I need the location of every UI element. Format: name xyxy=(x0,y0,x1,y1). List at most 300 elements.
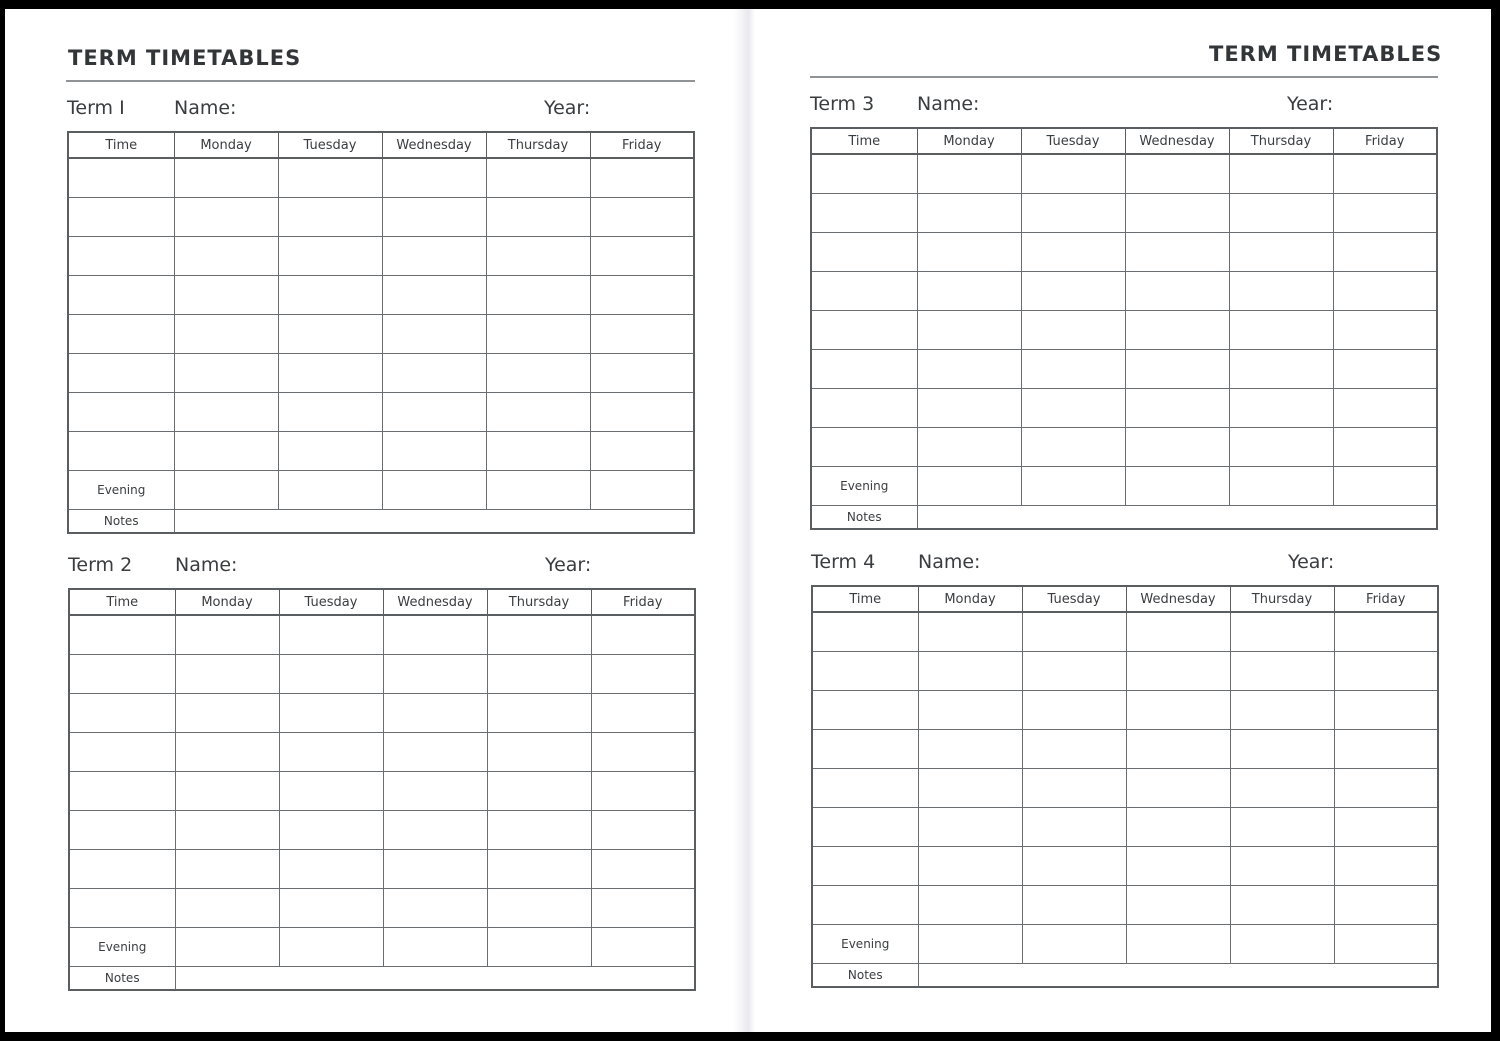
friday-cell[interactable] xyxy=(1333,272,1437,311)
period-row xyxy=(812,691,1438,730)
thursday-cell[interactable] xyxy=(486,315,590,354)
thursday-cell[interactable] xyxy=(486,276,590,315)
monday-cell[interactable] xyxy=(918,691,1022,730)
time-cell[interactable] xyxy=(68,393,174,432)
wednesday-cell[interactable] xyxy=(1125,350,1229,389)
thursday-cell[interactable] xyxy=(1230,925,1334,964)
col-wednesday: Wednesday xyxy=(383,589,487,615)
thursday-cell[interactable] xyxy=(1230,730,1334,769)
thursday-cell[interactable] xyxy=(1229,154,1333,194)
time-cell[interactable] xyxy=(69,694,175,733)
thursday-cell[interactable] xyxy=(486,198,590,237)
timetable-grid xyxy=(811,585,1439,988)
time-cell[interactable] xyxy=(68,315,174,354)
col-monday: Monday xyxy=(918,586,1022,612)
tuesday-cell[interactable] xyxy=(278,315,382,354)
friday-cell[interactable] xyxy=(1334,847,1438,886)
wednesday-cell[interactable] xyxy=(1125,467,1229,506)
friday-cell[interactable] xyxy=(1333,467,1437,506)
time-cell[interactable] xyxy=(68,237,174,276)
header-row xyxy=(811,128,1437,154)
period-row xyxy=(811,154,1437,194)
notes-field[interactable] xyxy=(917,506,1437,530)
tuesday-cell[interactable] xyxy=(279,811,383,850)
period-row xyxy=(68,432,694,471)
monday-cell[interactable] xyxy=(175,811,279,850)
monday-cell[interactable] xyxy=(917,428,1021,467)
thursday-cell[interactable] xyxy=(486,237,590,276)
tuesday-cell[interactable] xyxy=(278,354,382,393)
monday-cell[interactable] xyxy=(917,311,1021,350)
time-cell[interactable] xyxy=(812,808,918,847)
tuesday-cell[interactable] xyxy=(1022,847,1126,886)
evening-label: Evening xyxy=(68,471,174,510)
thursday-cell[interactable] xyxy=(1229,272,1333,311)
friday-cell[interactable] xyxy=(1334,808,1438,847)
monday-cell[interactable] xyxy=(175,772,279,811)
time-cell[interactable] xyxy=(811,272,917,311)
time-cell[interactable] xyxy=(812,847,918,886)
wednesday-cell[interactable] xyxy=(383,928,487,967)
monday-cell[interactable] xyxy=(175,655,279,694)
monday-cell[interactable] xyxy=(174,354,278,393)
thursday-cell[interactable] xyxy=(1229,389,1333,428)
period-row xyxy=(69,694,695,733)
wednesday-cell[interactable] xyxy=(1125,428,1229,467)
period-row xyxy=(68,158,694,198)
friday-cell[interactable] xyxy=(1333,194,1437,233)
tuesday-cell[interactable] xyxy=(278,237,382,276)
monday-cell[interactable] xyxy=(918,652,1022,691)
friday-cell[interactable] xyxy=(590,393,694,432)
time-cell[interactable] xyxy=(811,233,917,272)
term-3-timetable xyxy=(810,83,1438,524)
thursday-cell[interactable] xyxy=(1230,886,1334,925)
monday-cell[interactable] xyxy=(174,393,278,432)
wednesday-cell[interactable] xyxy=(382,198,486,237)
col-thursday: Thursday xyxy=(1229,128,1333,154)
wednesday-cell[interactable] xyxy=(383,733,487,772)
year-label: Year: xyxy=(545,554,592,576)
friday-cell[interactable] xyxy=(590,432,694,471)
friday-cell[interactable] xyxy=(590,471,694,510)
time-cell[interactable] xyxy=(811,350,917,389)
period-row xyxy=(811,350,1437,389)
term-label: Term I xyxy=(67,97,125,119)
tuesday-cell[interactable] xyxy=(279,889,383,928)
time-cell[interactable] xyxy=(812,730,918,769)
monday-cell[interactable] xyxy=(174,315,278,354)
friday-cell[interactable] xyxy=(1333,233,1437,272)
period-row xyxy=(68,237,694,276)
thursday-cell[interactable] xyxy=(487,733,591,772)
monday-cell[interactable] xyxy=(918,847,1022,886)
wednesday-cell[interactable] xyxy=(1126,886,1230,925)
monday-cell[interactable] xyxy=(917,233,1021,272)
friday-cell[interactable] xyxy=(590,315,694,354)
notes-row xyxy=(68,510,694,534)
thursday-cell[interactable] xyxy=(1229,233,1333,272)
period-row xyxy=(69,889,695,928)
right-title-rule xyxy=(810,76,1438,78)
monday-cell[interactable] xyxy=(174,158,278,198)
period-row xyxy=(812,652,1438,691)
term-header xyxy=(810,83,1438,127)
monday-cell[interactable] xyxy=(918,612,1022,652)
wednesday-cell[interactable] xyxy=(1126,925,1230,964)
col-time: Time xyxy=(811,128,917,154)
period-row xyxy=(69,850,695,889)
wednesday-cell[interactable] xyxy=(383,850,487,889)
time-cell[interactable] xyxy=(811,194,917,233)
tuesday-cell[interactable] xyxy=(278,198,382,237)
col-thursday: Thursday xyxy=(487,589,591,615)
thursday-cell[interactable] xyxy=(487,928,591,967)
time-cell[interactable] xyxy=(68,198,174,237)
notes-field[interactable] xyxy=(174,510,694,534)
period-row xyxy=(68,354,694,393)
time-cell[interactable] xyxy=(812,886,918,925)
evening-label: Evening xyxy=(812,925,918,964)
notes-label: Notes xyxy=(812,964,918,988)
wednesday-cell[interactable] xyxy=(1125,233,1229,272)
monday-cell[interactable] xyxy=(174,276,278,315)
thursday-cell[interactable] xyxy=(487,811,591,850)
thursday-cell[interactable] xyxy=(486,393,590,432)
tuesday-cell[interactable] xyxy=(1021,311,1125,350)
tuesday-cell[interactable] xyxy=(279,733,383,772)
time-cell[interactable] xyxy=(69,889,175,928)
tuesday-cell[interactable] xyxy=(278,432,382,471)
time-cell[interactable] xyxy=(812,769,918,808)
time-cell[interactable] xyxy=(811,154,917,194)
col-thursday: Thursday xyxy=(1230,586,1334,612)
wednesday-cell[interactable] xyxy=(1126,691,1230,730)
monday-cell[interactable] xyxy=(917,154,1021,194)
tuesday-cell[interactable] xyxy=(1022,808,1126,847)
thursday-cell[interactable] xyxy=(1229,467,1333,506)
monday-cell[interactable] xyxy=(174,432,278,471)
thursday-cell[interactable] xyxy=(486,158,590,198)
name-label: Name: xyxy=(175,554,238,576)
tuesday-cell[interactable] xyxy=(278,393,382,432)
thursday-cell[interactable] xyxy=(1230,847,1334,886)
notes-field[interactable] xyxy=(918,964,1438,988)
time-cell[interactable] xyxy=(811,428,917,467)
thursday-cell[interactable] xyxy=(1229,428,1333,467)
thursday-cell[interactable] xyxy=(486,432,590,471)
left-page-title: TERM TIMETABLES xyxy=(68,46,302,70)
thursday-cell[interactable] xyxy=(1229,350,1333,389)
term-header xyxy=(811,541,1439,585)
time-cell[interactable] xyxy=(69,615,175,655)
thursday-cell[interactable] xyxy=(487,850,591,889)
friday-cell[interactable] xyxy=(1333,389,1437,428)
time-cell[interactable] xyxy=(69,850,175,889)
thursday-cell[interactable] xyxy=(487,615,591,655)
tuesday-cell[interactable] xyxy=(1022,691,1126,730)
tuesday-cell[interactable] xyxy=(1022,612,1126,652)
tuesday-cell[interactable] xyxy=(1022,730,1126,769)
time-cell[interactable] xyxy=(69,811,175,850)
friday-cell[interactable] xyxy=(590,276,694,315)
wednesday-cell[interactable] xyxy=(1126,652,1230,691)
evening-label: Evening xyxy=(811,467,917,506)
header-row xyxy=(812,586,1438,612)
friday-cell[interactable] xyxy=(591,928,695,967)
time-cell[interactable] xyxy=(69,772,175,811)
monday-cell[interactable] xyxy=(918,769,1022,808)
friday-cell[interactable] xyxy=(1333,350,1437,389)
wednesday-cell[interactable] xyxy=(1125,389,1229,428)
wednesday-cell[interactable] xyxy=(382,354,486,393)
thursday-cell[interactable] xyxy=(487,655,591,694)
wednesday-cell[interactable] xyxy=(382,158,486,198)
col-friday: Friday xyxy=(1333,128,1437,154)
col-time: Time xyxy=(68,132,174,158)
time-cell[interactable] xyxy=(811,311,917,350)
wednesday-cell[interactable] xyxy=(383,811,487,850)
thursday-cell[interactable] xyxy=(487,694,591,733)
tuesday-cell[interactable] xyxy=(279,928,383,967)
timetable-grid xyxy=(68,588,696,991)
term-2-timetable xyxy=(68,544,696,985)
monday-cell[interactable] xyxy=(174,237,278,276)
wednesday-cell[interactable] xyxy=(382,276,486,315)
friday-cell[interactable] xyxy=(591,694,695,733)
wednesday-cell[interactable] xyxy=(1125,272,1229,311)
tuesday-cell[interactable] xyxy=(1021,467,1125,506)
time-cell[interactable] xyxy=(812,612,918,652)
tuesday-cell[interactable] xyxy=(1022,925,1126,964)
period-row xyxy=(69,772,695,811)
friday-cell[interactable] xyxy=(1334,769,1438,808)
friday-cell[interactable] xyxy=(1334,730,1438,769)
monday-cell[interactable] xyxy=(918,730,1022,769)
monday-cell[interactable] xyxy=(175,733,279,772)
notes-label: Notes xyxy=(68,510,174,534)
friday-cell[interactable] xyxy=(1333,311,1437,350)
term-header xyxy=(67,87,695,131)
term-1-timetable xyxy=(67,87,695,528)
thursday-cell[interactable] xyxy=(1230,612,1334,652)
tuesday-cell[interactable] xyxy=(1021,428,1125,467)
wednesday-cell[interactable] xyxy=(383,655,487,694)
name-label: Name: xyxy=(917,93,980,115)
tuesday-cell[interactable] xyxy=(1021,194,1125,233)
friday-cell[interactable] xyxy=(591,615,695,655)
col-wednesday: Wednesday xyxy=(1125,128,1229,154)
time-cell[interactable] xyxy=(68,158,174,198)
term-label: Term 3 xyxy=(810,93,875,115)
thursday-cell[interactable] xyxy=(486,354,590,393)
col-tuesday: Tuesday xyxy=(278,132,382,158)
timetable-grid xyxy=(67,131,695,534)
wednesday-cell[interactable] xyxy=(382,471,486,510)
time-cell[interactable] xyxy=(69,733,175,772)
period-row xyxy=(811,428,1437,467)
time-cell[interactable] xyxy=(812,691,918,730)
time-cell[interactable] xyxy=(69,655,175,694)
period-row xyxy=(812,612,1438,652)
period-row xyxy=(811,194,1437,233)
time-cell[interactable] xyxy=(812,652,918,691)
wednesday-cell[interactable] xyxy=(1126,769,1230,808)
friday-cell[interactable] xyxy=(1334,612,1438,652)
name-label: Name: xyxy=(918,551,981,573)
wednesday-cell[interactable] xyxy=(382,315,486,354)
thursday-cell[interactable] xyxy=(487,889,591,928)
period-row xyxy=(812,847,1438,886)
wednesday-cell[interactable] xyxy=(382,393,486,432)
tuesday-cell[interactable] xyxy=(278,471,382,510)
time-cell[interactable] xyxy=(811,389,917,428)
period-row xyxy=(812,886,1438,925)
tuesday-cell[interactable] xyxy=(1022,769,1126,808)
period-row xyxy=(69,811,695,850)
monday-cell[interactable] xyxy=(917,467,1021,506)
friday-cell[interactable] xyxy=(1334,691,1438,730)
col-time: Time xyxy=(69,589,175,615)
friday-cell[interactable] xyxy=(591,811,695,850)
timetable-grid xyxy=(810,127,1438,530)
period-row xyxy=(68,198,694,237)
notes-label: Notes xyxy=(811,506,917,530)
header-row xyxy=(68,132,694,158)
thursday-cell[interactable] xyxy=(1230,652,1334,691)
monday-cell[interactable] xyxy=(917,389,1021,428)
period-row xyxy=(69,655,695,694)
notes-field[interactable] xyxy=(175,967,695,991)
monday-cell[interactable] xyxy=(175,694,279,733)
tuesday-cell[interactable] xyxy=(1021,154,1125,194)
friday-cell[interactable] xyxy=(1333,154,1437,194)
monday-cell[interactable] xyxy=(917,272,1021,311)
term-4-timetable xyxy=(811,541,1439,982)
friday-cell[interactable] xyxy=(591,655,695,694)
tuesday-cell[interactable] xyxy=(278,276,382,315)
wednesday-cell[interactable] xyxy=(383,772,487,811)
friday-cell[interactable] xyxy=(1333,428,1437,467)
period-row xyxy=(811,272,1437,311)
col-tuesday: Tuesday xyxy=(279,589,383,615)
thursday-cell[interactable] xyxy=(1229,311,1333,350)
monday-cell[interactable] xyxy=(918,808,1022,847)
wednesday-cell[interactable] xyxy=(383,889,487,928)
period-row xyxy=(812,730,1438,769)
monday-cell[interactable] xyxy=(918,925,1022,964)
friday-cell[interactable] xyxy=(1334,652,1438,691)
friday-cell[interactable] xyxy=(591,772,695,811)
friday-cell[interactable] xyxy=(591,733,695,772)
wednesday-cell[interactable] xyxy=(1125,194,1229,233)
wednesday-cell[interactable] xyxy=(1126,612,1230,652)
tuesday-cell[interactable] xyxy=(279,655,383,694)
wednesday-cell[interactable] xyxy=(1126,730,1230,769)
col-monday: Monday xyxy=(174,132,278,158)
friday-cell[interactable] xyxy=(1334,925,1438,964)
evening-label: Evening xyxy=(69,928,175,967)
friday-cell[interactable] xyxy=(590,198,694,237)
friday-cell[interactable] xyxy=(591,889,695,928)
col-time: Time xyxy=(812,586,918,612)
friday-cell[interactable] xyxy=(590,158,694,198)
monday-cell[interactable] xyxy=(175,850,279,889)
wednesday-cell[interactable] xyxy=(383,615,487,655)
wednesday-cell[interactable] xyxy=(383,694,487,733)
tuesday-cell[interactable] xyxy=(278,158,382,198)
tuesday-cell[interactable] xyxy=(1021,233,1125,272)
period-row xyxy=(68,315,694,354)
year-label: Year: xyxy=(1287,93,1334,115)
friday-cell[interactable] xyxy=(590,237,694,276)
wednesday-cell[interactable] xyxy=(1125,154,1229,194)
tuesday-cell[interactable] xyxy=(279,772,383,811)
year-label: Year: xyxy=(544,97,591,119)
book-spine xyxy=(733,9,755,1032)
evening-row xyxy=(69,928,695,967)
col-friday: Friday xyxy=(590,132,694,158)
friday-cell[interactable] xyxy=(590,354,694,393)
thursday-cell[interactable] xyxy=(1229,194,1333,233)
friday-cell[interactable] xyxy=(591,850,695,889)
period-row xyxy=(69,615,695,655)
thursday-cell[interactable] xyxy=(486,471,590,510)
col-thursday: Thursday xyxy=(486,132,590,158)
monday-cell[interactable] xyxy=(175,615,279,655)
year-label: Year: xyxy=(1288,551,1335,573)
monday-cell[interactable] xyxy=(918,886,1022,925)
tuesday-cell[interactable] xyxy=(1021,389,1125,428)
monday-cell[interactable] xyxy=(174,471,278,510)
tuesday-cell[interactable] xyxy=(1021,350,1125,389)
monday-cell[interactable] xyxy=(917,194,1021,233)
tuesday-cell[interactable] xyxy=(1021,272,1125,311)
wednesday-cell[interactable] xyxy=(382,432,486,471)
period-row xyxy=(812,769,1438,808)
friday-cell[interactable] xyxy=(1334,886,1438,925)
tuesday-cell[interactable] xyxy=(279,850,383,889)
wednesday-cell[interactable] xyxy=(382,237,486,276)
monday-cell[interactable] xyxy=(175,928,279,967)
evening-row xyxy=(811,467,1437,506)
term-label: Term 4 xyxy=(811,551,876,573)
tuesday-cell[interactable] xyxy=(1022,652,1126,691)
monday-cell[interactable] xyxy=(917,350,1021,389)
name-label: Name: xyxy=(174,97,237,119)
time-cell[interactable] xyxy=(68,432,174,471)
thursday-cell[interactable] xyxy=(1230,808,1334,847)
wednesday-cell[interactable] xyxy=(1125,311,1229,350)
tuesday-cell[interactable] xyxy=(279,694,383,733)
thursday-cell[interactable] xyxy=(1230,769,1334,808)
tuesday-cell[interactable] xyxy=(1022,886,1126,925)
col-wednesday: Wednesday xyxy=(382,132,486,158)
tuesday-cell[interactable] xyxy=(279,615,383,655)
right-page-title: TERM TIMETABLES xyxy=(1209,42,1443,66)
monday-cell[interactable] xyxy=(174,198,278,237)
time-cell[interactable] xyxy=(68,276,174,315)
thursday-cell[interactable] xyxy=(487,772,591,811)
monday-cell[interactable] xyxy=(175,889,279,928)
notes-row xyxy=(811,506,1437,530)
period-row xyxy=(811,311,1437,350)
notes-label: Notes xyxy=(69,967,175,991)
wednesday-cell[interactable] xyxy=(1126,808,1230,847)
thursday-cell[interactable] xyxy=(1230,691,1334,730)
time-cell[interactable] xyxy=(68,354,174,393)
wednesday-cell[interactable] xyxy=(1126,847,1230,886)
